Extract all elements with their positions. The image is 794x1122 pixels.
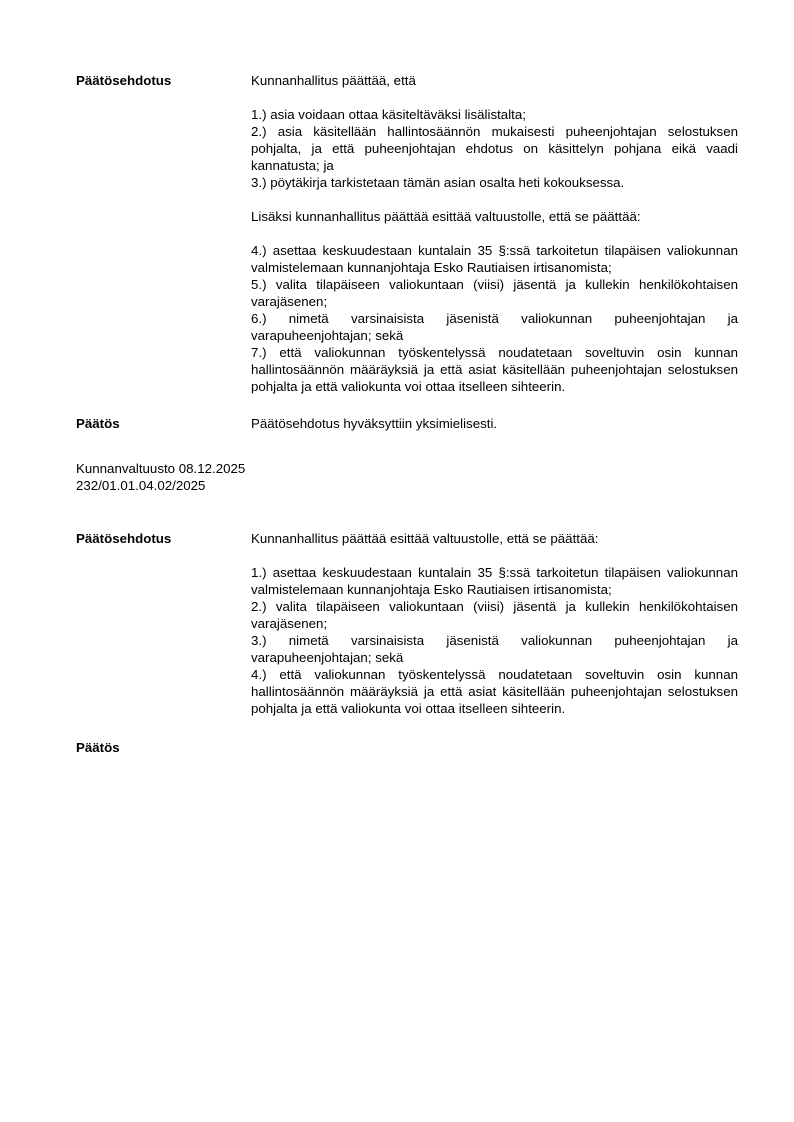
list-item: 7.) että valiokunnan työskentelyssä noudatetaan soveltuvin osin kunnan hallintosäännön määräyksiä ja että asiat käsitellään puheenjohtajan selostuksen pohjalta ja että valiokunta voi ottaa itselleen sihteerin. xyxy=(251,345,738,394)
field-label-paatos-1: Päätös xyxy=(76,416,120,431)
field-label-paatos-2: Päätös xyxy=(76,740,120,755)
field-label-paatosehdotus-1: Päätösehdotus xyxy=(76,73,172,88)
paragraph-gap xyxy=(251,191,738,208)
intro-paragraph: Kunnanhallitus päättää, että xyxy=(251,73,416,88)
decision-body-1 xyxy=(251,415,738,432)
decision-text: Päätösehdotus hyväksyttiin yksimielisesti. xyxy=(251,416,498,431)
section-decision-1 xyxy=(76,415,738,432)
list-item: 2.) asia käsitellään hallintosäännön mukaisesti puheenjohtajan selostuksen pohjalta, ja että puheenjohtajan ehdotus on käsittelyn pohjana eikä vaadi kannatusta; ja xyxy=(251,124,738,173)
field-label-paatosehdotus-2: Päätösehdotus xyxy=(76,531,172,546)
list-item: 1.) asettaa keskuudestaan kuntalain 35 §:ssä tarkoitetun tilapäisen valiokunnan valmistelemaan kunnanjohtaja Esko Rautiaisen irtisanomista; xyxy=(251,565,738,597)
section-decision-proposal-2 xyxy=(76,530,738,717)
section-decision-proposal-1 xyxy=(76,72,738,395)
middle-paragraph: Lisäksi kunnanhallitus päättää esittää valtuustolle, että se päättää: xyxy=(251,209,641,224)
section-body-1 xyxy=(251,72,738,395)
meeting-reference xyxy=(76,460,738,494)
list-item: 3.) nimetä varsinaisista jäsenistä valiokunnan puheenjohtajan ja varapuheenjohtajan; sekä xyxy=(251,633,738,665)
case-number: 232/01.01.04.02/2025 xyxy=(76,478,206,493)
list-item: 4.) asettaa keskuudestaan kuntalain 35 §:ssä tarkoitetun tilapäisen valiokunnan valmistelemaan kunnanjohtaja Esko Rautiaisen irtisanomista; xyxy=(251,243,738,275)
list-item: 3.) pöytäkirja tarkistetaan tämän asian osalta heti kokouksessa. xyxy=(251,175,625,190)
section-body-2 xyxy=(251,530,738,717)
list-item: 6.) nimetä varsinaisista jäsenistä valiokunnan puheenjohtajan ja varapuheenjohtajan; sekä xyxy=(251,311,738,343)
paragraph-gap xyxy=(251,89,738,106)
list-item: 1.) asia voidaan ottaa käsiteltäväksi lisälistalta; xyxy=(251,107,526,122)
paragraph-gap xyxy=(251,547,738,564)
list-item: 2.) valita tilapäiseen valiokuntaan (viisi) jäsentä ja kullekin henkilökohtaisen varajäsenen; xyxy=(251,599,738,631)
intro-paragraph: Kunnanhallitus päättää esittää valtuustolle, että se päättää: xyxy=(251,531,599,546)
meeting-name-date: Kunnanvaltuusto 08.12.2025 xyxy=(76,461,246,476)
list-item: 4.) että valiokunnan työskentelyssä noudatetaan soveltuvin osin kunnan hallintosäännön määräyksiä ja että asiat käsitellään puheenjohtajan selostuksen pohjalta ja että valiokunta voi ottaa itselleen sihteerin. xyxy=(251,667,738,716)
list-item: 5.) valita tilapäiseen valiokuntaan (viisi) jäsentä ja kullekin henkilökohtaisen varajäsenen; xyxy=(251,277,738,309)
section-decision-2 xyxy=(76,739,738,756)
paragraph-gap xyxy=(251,225,738,242)
